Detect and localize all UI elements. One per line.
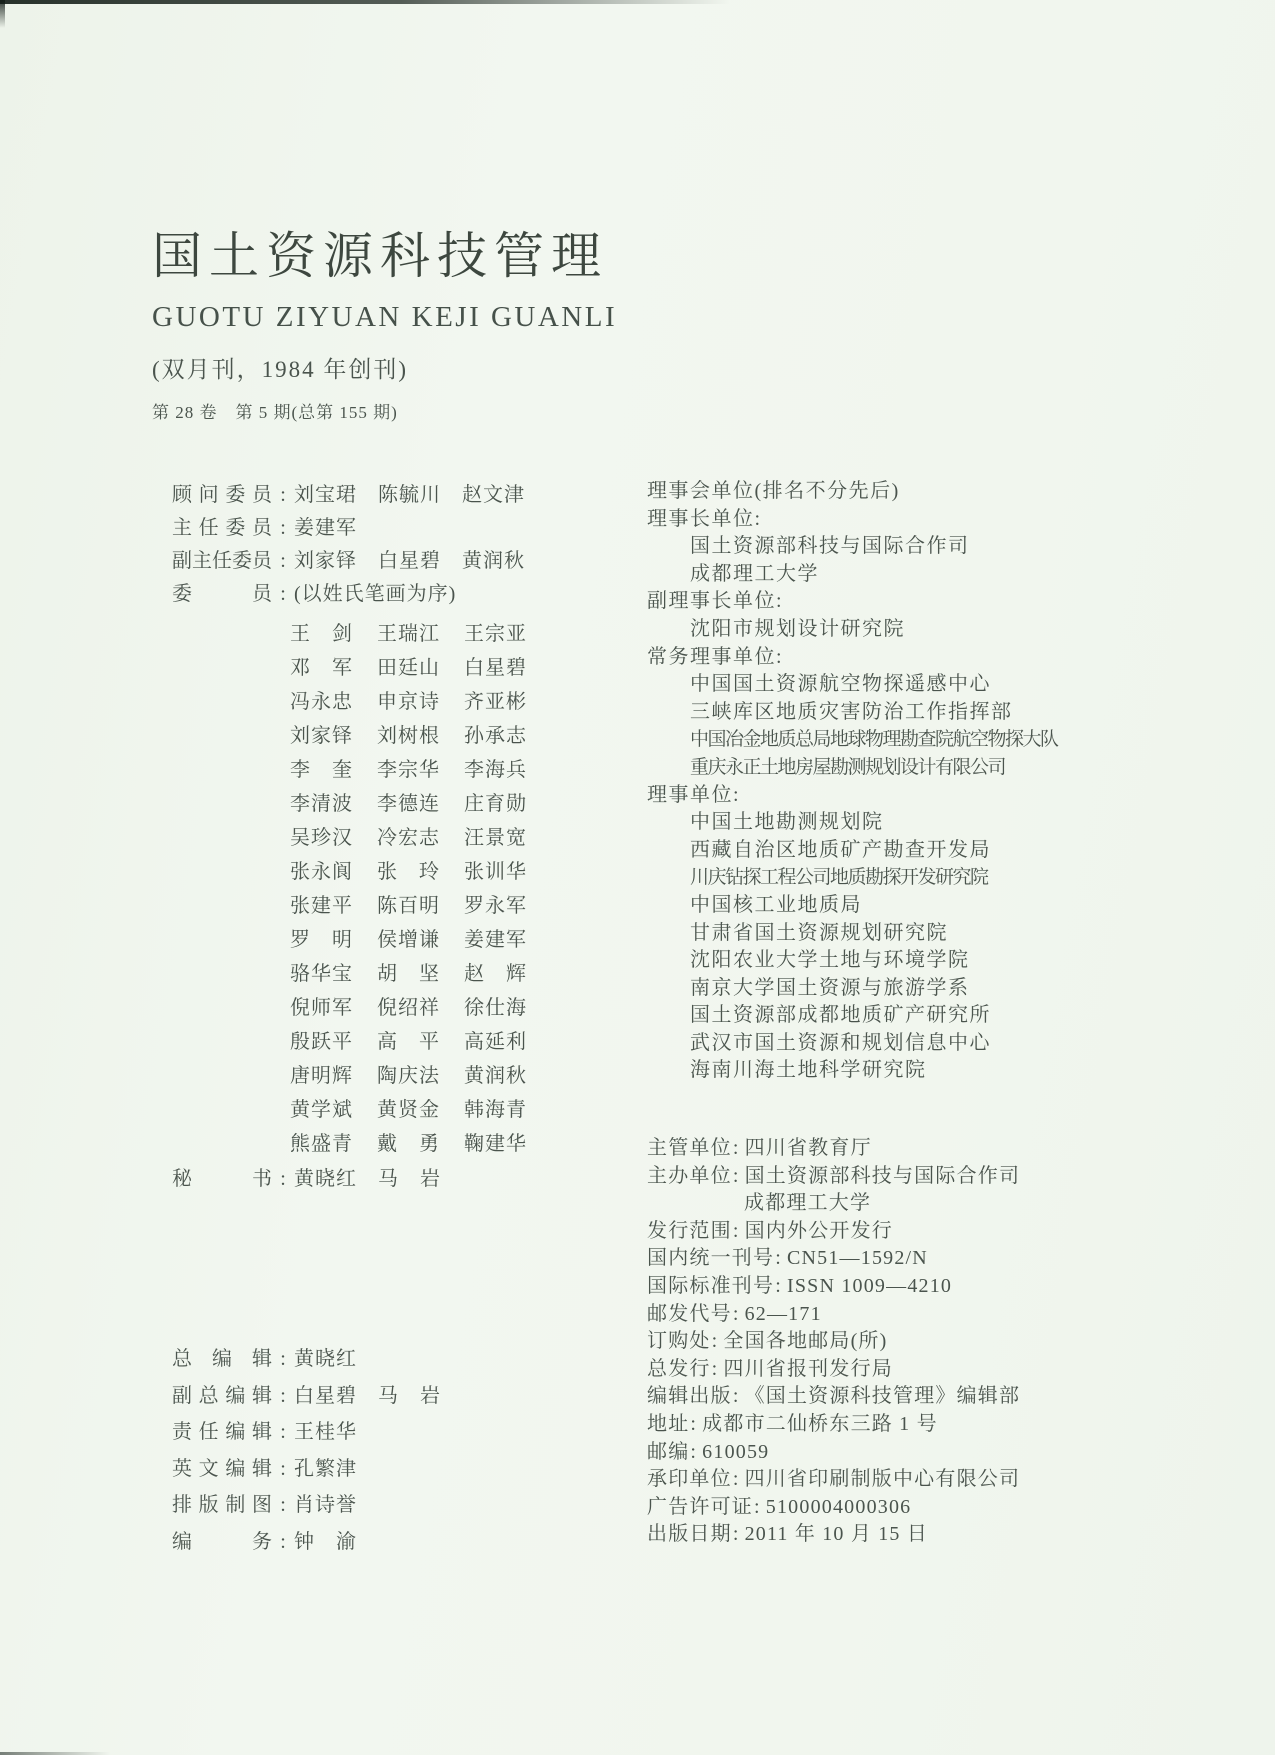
editors-block	[172, 1341, 612, 1561]
member-name: 刘家铎	[290, 725, 353, 747]
board-row-label: 委员	[172, 583, 272, 605]
journal-title: 国土资源科技管理	[152, 228, 608, 284]
board-row-value: 刘宝珺 陈毓川 赵文津	[294, 484, 525, 506]
editor-row-label: 英文编辑	[172, 1457, 272, 1480]
member-name: 李 奎	[290, 759, 353, 781]
council-member-item: 武汉市国土资源和规划信息中心	[690, 1031, 991, 1054]
member-name: 张 玲	[377, 861, 440, 883]
colon-separator: :	[280, 1494, 286, 1517]
council-member-item: 国土资源部科技与国际合作司	[690, 535, 970, 558]
member-name: 鞠建华	[464, 1133, 527, 1155]
colon-separator: :	[754, 1495, 761, 1518]
council-member-item: 沈阳农业大学土地与环境学院	[690, 949, 970, 972]
board-row-label: 顾问委员	[172, 484, 272, 506]
colon-separator: :	[775, 1275, 782, 1298]
pub-value-continued: 成都理工大学	[744, 1192, 872, 1215]
pub-label: 国际标准刊号	[647, 1275, 775, 1298]
council-member-item: 成都理工大学	[690, 562, 819, 585]
member-name: 冯永忠	[290, 691, 353, 713]
member-name: 白星碧	[464, 657, 527, 679]
member-name: 姜建军	[464, 929, 527, 951]
colon-separator: :	[690, 1413, 698, 1435]
pub-value: 成都市二仙桥东三路 1 号	[702, 1413, 938, 1435]
pub-value: ISSN 1009—4210	[786, 1275, 953, 1298]
member-name: 吴珍汉	[290, 827, 353, 849]
colon-separator: :	[280, 583, 286, 605]
member-name: 高 平	[377, 1031, 440, 1053]
member-name: 侯增谦	[377, 929, 440, 951]
council-and-publication-column	[647, 478, 1125, 1549]
council-member-item: 甘肃省国土资源规划研究院	[690, 921, 948, 944]
member-name: 胡 坚	[377, 963, 440, 985]
member-name: 孙承志	[464, 725, 527, 747]
pub-row	[647, 1273, 1125, 1301]
members-row	[290, 923, 612, 957]
pub-row	[647, 1521, 1125, 1549]
editor-row-label: 责任编辑	[172, 1421, 272, 1444]
editor-row-value: 白星碧 马 岩	[294, 1384, 441, 1407]
council-member-item: 海南川海土地科学研究院	[690, 1059, 927, 1082]
colon-separator: :	[690, 1440, 698, 1463]
pub-label: 主办单位	[647, 1164, 732, 1187]
council-member-item: 三峡库区地质灾害防治工作指挥部	[690, 700, 1013, 723]
publication-info	[647, 1135, 1125, 1549]
member-name: 张建平	[290, 895, 353, 917]
member-name: 齐亚彬	[464, 691, 527, 713]
pub-row	[647, 1356, 1125, 1384]
member-name: 李海兵	[464, 759, 527, 781]
editor-row	[172, 1487, 612, 1524]
council-section-title: 理事单位:	[647, 783, 741, 806]
editor-row-label: 总编辑	[172, 1348, 272, 1370]
pub-row	[647, 1328, 1125, 1356]
members-row	[290, 753, 612, 787]
pub-row	[647, 1135, 1125, 1163]
members-row	[290, 991, 612, 1025]
member-name: 高延利	[464, 1031, 527, 1053]
colon-separator: :	[732, 1523, 740, 1546]
pub-row	[647, 1439, 1125, 1467]
council-member-item: 南京大学国土资源与旅游学系	[690, 976, 970, 999]
pub-value: 全国各地邮局(所)	[723, 1330, 888, 1353]
member-name: 赵 辉	[464, 963, 527, 985]
publication-rows	[647, 1135, 1125, 1549]
board-row-value: (以姓氏笔画为序)	[294, 583, 457, 605]
board-row	[172, 545, 612, 578]
members-row	[290, 957, 612, 991]
member-name: 黄润秋	[464, 1065, 527, 1087]
pub-value: 5100004000306	[765, 1495, 912, 1518]
editor-row-value: 孔繁津	[294, 1457, 357, 1480]
council-member-item: 中国核工业地质局	[690, 893, 862, 916]
pub-row	[647, 1466, 1125, 1494]
pub-label: 订购处	[647, 1330, 711, 1353]
members-row	[290, 1127, 612, 1161]
editor-row-value: 王桂华	[294, 1421, 357, 1444]
member-name: 李宗华	[377, 759, 440, 781]
members-row	[290, 821, 612, 855]
member-name: 王瑞江	[377, 623, 440, 645]
member-name: 王宗亚	[464, 623, 527, 645]
board-row	[172, 512, 612, 545]
council-sections	[647, 506, 1125, 1085]
colon-separator: :	[732, 1137, 740, 1160]
pub-row	[647, 1218, 1125, 1246]
colon-separator: :	[280, 1457, 286, 1480]
volume-issue-info: 第 28 卷 第 5 期(总第 155 期)	[152, 403, 398, 422]
council-heading: 理事会单位(排名不分先后)	[647, 480, 900, 502]
colon-separator: :	[280, 484, 286, 506]
secretary-value: 黄晓红 马 岩	[294, 1168, 441, 1190]
editor-row-label: 排版制图	[172, 1494, 272, 1517]
council-member-item: 重庆永正土地房屋勘测规划设计有限公司	[690, 756, 1006, 778]
member-name: 戴 勇	[377, 1133, 440, 1155]
member-name: 李清波	[290, 793, 353, 815]
board-row-label: 主任委员	[172, 517, 272, 539]
journal-pinyin-title: GUOTU ZIYUAN KEJI GUANLI	[152, 301, 618, 333]
members-row	[290, 1025, 612, 1059]
pub-label: 邮发代号	[647, 1302, 732, 1325]
pub-label: 邮编	[647, 1440, 690, 1463]
council-section-title: 理事长单位:	[647, 507, 762, 530]
colon-separator: :	[280, 517, 286, 539]
colon-separator: :	[280, 1421, 286, 1444]
colon-separator: :	[280, 550, 286, 572]
member-name: 王 剑	[290, 623, 353, 645]
editor-row-label: 副总编辑	[172, 1384, 272, 1407]
pub-label: 发行范围	[647, 1219, 732, 1242]
colon-separator: :	[711, 1357, 719, 1380]
editor-row	[172, 1414, 612, 1451]
editor-row-value: 黄晓红	[294, 1348, 357, 1370]
pub-value: CN51—1592/N	[786, 1247, 928, 1270]
board-row-value: 姜建军	[294, 517, 357, 539]
editor-row	[172, 1341, 612, 1378]
board-row-label: 副主任委员	[172, 550, 272, 572]
secretary-label: 秘书	[172, 1168, 272, 1190]
member-name: 邓 军	[290, 657, 353, 679]
member-name: 唐明辉	[290, 1065, 353, 1087]
pub-label: 地址	[647, 1413, 690, 1435]
publication-frequency: (双月刊，1984 年创刊)	[152, 357, 409, 382]
colon-separator: :	[280, 1168, 286, 1190]
pub-label: 广告许可证	[647, 1495, 753, 1518]
council-section-title: 副理事长单位:	[647, 590, 784, 613]
secretary-row	[172, 1162, 612, 1196]
scan-edge-artifact-corner	[0, 0, 5, 28]
member-name: 罗永军	[464, 895, 527, 917]
editor-row-value: 钟 渝	[294, 1530, 357, 1553]
member-name: 熊盛青	[290, 1133, 353, 1155]
members-row	[290, 889, 612, 923]
members-row	[290, 855, 612, 889]
pub-label: 主管单位	[647, 1137, 732, 1160]
member-name: 殷跃平	[290, 1031, 353, 1053]
members-row	[290, 685, 612, 719]
editor-row	[172, 1451, 612, 1488]
colon-separator: :	[280, 1530, 286, 1553]
member-name: 冷宏志	[377, 827, 440, 849]
council-section-title: 常务理事单位:	[647, 645, 784, 668]
colon-separator: :	[732, 1164, 740, 1187]
colon-separator: :	[280, 1348, 286, 1370]
masthead	[152, 216, 617, 423]
editor-row	[172, 1378, 612, 1415]
colon-separator: :	[732, 1385, 740, 1408]
colon-separator: :	[732, 1302, 740, 1325]
member-name: 刘树根	[377, 725, 440, 747]
member-name: 韩海青	[464, 1099, 527, 1121]
member-name: 田廷山	[377, 657, 440, 679]
members-grid	[172, 617, 612, 1161]
pub-value: 国内外公开发行	[744, 1219, 893, 1242]
member-name: 骆华宝	[290, 963, 353, 985]
member-name: 罗 明	[290, 929, 353, 951]
colon-separator: :	[775, 1247, 782, 1270]
members-row	[290, 719, 612, 753]
editor-row-value: 肖诗誉	[294, 1494, 357, 1517]
pub-value: 国土资源部科技与国际合作司	[744, 1164, 1021, 1187]
editor-row-label: 编务	[172, 1530, 272, 1553]
pub-label: 承印单位	[647, 1468, 732, 1491]
board-row	[172, 479, 612, 512]
member-name: 倪绍祥	[377, 997, 440, 1019]
member-name: 张永阆	[290, 861, 353, 883]
member-name: 陈百明	[377, 895, 440, 917]
member-name: 徐仕海	[464, 997, 527, 1019]
pub-row	[647, 1494, 1125, 1522]
pub-label: 出版日期	[647, 1523, 732, 1546]
member-name: 张训华	[464, 861, 527, 883]
pub-value: 《国土资源科技管理》编辑部	[744, 1385, 1021, 1408]
pub-value: 2011 年 10 月 15 日	[744, 1523, 929, 1546]
pub-label: 编辑出版	[647, 1385, 732, 1408]
member-name: 黄贤金	[377, 1099, 440, 1121]
members-row	[290, 651, 612, 685]
board-row-value: 刘家铎 白星碧 黄润秋	[294, 550, 525, 572]
pub-row	[647, 1383, 1125, 1411]
member-name: 李德连	[377, 793, 440, 815]
colon-separator: :	[711, 1330, 719, 1353]
pub-label: 国内统一刊号	[647, 1247, 775, 1270]
member-name: 庄育勋	[464, 793, 527, 815]
pub-value: 62—171	[744, 1302, 822, 1325]
colon-separator: :	[732, 1219, 740, 1242]
member-name: 陶庆法	[377, 1065, 440, 1087]
council-member-item: 西藏自治区地质矿产勘查开发局	[690, 838, 991, 861]
editorial-board-column	[172, 479, 612, 1196]
member-name: 黄学斌	[290, 1099, 353, 1121]
board-row	[172, 578, 612, 611]
council-member-item: 中国冶金地质总局地球物理勘查院航空物探大队	[690, 729, 1058, 751]
council-member-item: 中国国土资源航空物探遥感中心	[690, 673, 991, 696]
pub-row	[647, 1163, 1125, 1191]
editor-row	[172, 1524, 612, 1561]
pub-value: 四川省教育厅	[744, 1137, 872, 1160]
pub-value: 610059	[702, 1440, 770, 1463]
colon-separator: :	[732, 1468, 740, 1491]
members-row	[290, 617, 612, 651]
pub-row	[647, 1411, 1125, 1439]
pub-row	[647, 1245, 1125, 1273]
member-name: 申京诗	[377, 691, 440, 713]
members-row	[290, 1093, 612, 1127]
pub-value: 四川省报刊发行局	[723, 1357, 893, 1380]
council-member-item: 川庆钻探工程公司地质勘探开发研究院	[690, 867, 988, 889]
pub-label: 总发行	[647, 1357, 711, 1380]
member-name: 倪师军	[290, 997, 353, 1019]
pub-row	[647, 1301, 1125, 1329]
colon-separator: :	[280, 1384, 286, 1407]
member-name: 汪景宽	[464, 827, 527, 849]
council-member-item: 国土资源部成都地质矿产研究所	[690, 1004, 991, 1027]
scan-edge-artifact-top	[0, 0, 730, 4]
members-row	[290, 787, 612, 821]
editors-rows	[172, 1341, 612, 1561]
board-rows	[172, 479, 612, 611]
council-member-item: 沈阳市规划设计研究院	[690, 617, 905, 640]
pub-value: 四川省印刷制版中心有限公司	[744, 1468, 1021, 1491]
council-member-item: 中国土地勘测规划院	[690, 811, 884, 834]
members-row	[290, 1059, 612, 1093]
